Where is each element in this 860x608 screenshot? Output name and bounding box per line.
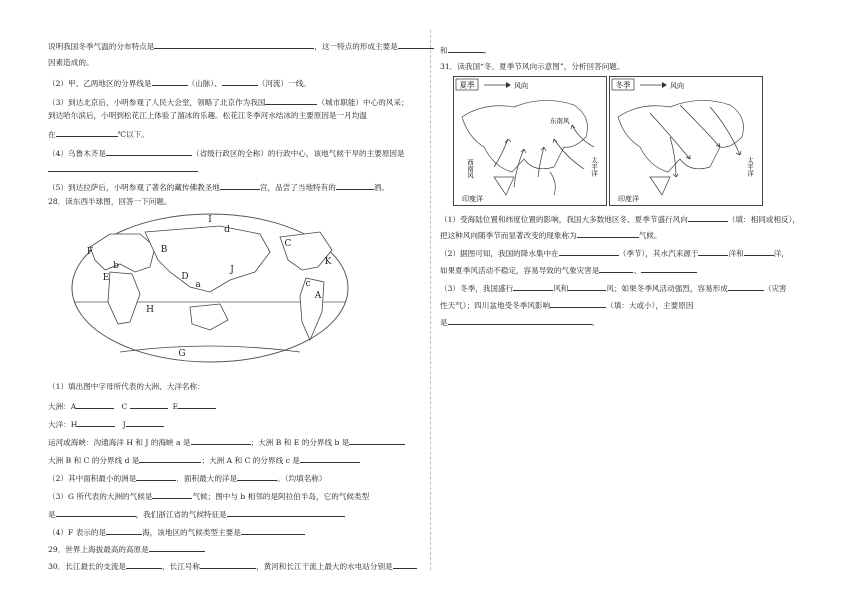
question-28-title (48, 197, 172, 207)
pacific-label: 太平洋 (746, 157, 754, 177)
world-hemisphere-map (70, 212, 350, 364)
text: （3）到达北京后，小明参观了人民大会堂，领略了北京作为我国 (48, 98, 266, 107)
text: （2）其中面积最小的洲是 (48, 474, 137, 483)
answer-blank[interactable] (448, 316, 592, 325)
text: 运河或海峡：沟通海洋 H 和 J 的海峡 a 是 (48, 438, 191, 447)
line-q28-1 (48, 382, 205, 392)
answer-blank[interactable] (136, 472, 176, 481)
question-29 (48, 543, 205, 555)
answer-blank[interactable] (220, 181, 260, 190)
text: （3）G 所代表的大洲的气候是 (48, 492, 153, 501)
map-label-C: C (284, 239, 292, 249)
text: E (172, 402, 179, 411)
line-text (48, 58, 94, 68)
text: 。 (483, 46, 492, 55)
text: 、 (633, 266, 642, 275)
line-q28-oceans (48, 418, 164, 430)
map-label-F: F (86, 247, 94, 257)
text: （填：大或小），主要原因 (606, 301, 694, 310)
indian-ocean-label: 印度洋 (462, 195, 483, 203)
text: ，黄河和长江干流上最大的水电站分别是 (255, 562, 393, 571)
map-label-a: a (195, 280, 201, 290)
xinan-wind-label: 西南风 (466, 159, 474, 179)
text: ；大洲 B 和 E 的分界线 b 是 (250, 438, 350, 447)
summer-monsoon-map (453, 76, 607, 206)
line-q31-1b (440, 229, 661, 241)
text: 。（均填名称） (277, 474, 327, 483)
answer-blank[interactable] (227, 508, 345, 517)
indian-ocean-label: 印度洋 (618, 195, 639, 203)
text: 酒。 (373, 183, 390, 192)
answer-blank[interactable] (349, 436, 405, 445)
map-label-D: D (181, 272, 189, 282)
map-label-G: G (178, 349, 186, 359)
map-label-A: A (314, 291, 322, 301)
text: （城市职能）中心的风采； (317, 98, 409, 107)
line-q28-boundaries (48, 454, 360, 466)
india-peninsula (650, 177, 670, 195)
text: 风和 (553, 284, 569, 293)
india-peninsula (494, 177, 514, 195)
text: 在 (48, 130, 56, 139)
text: 气候；图中与 b 相邻的是阿拉伯半岛，它的气候类型 (192, 492, 370, 501)
answer-blank[interactable] (106, 147, 192, 156)
line-q28-3 (48, 490, 369, 502)
answer-blank[interactable] (149, 543, 205, 552)
text: 气候。 (638, 231, 662, 240)
text: （灾害 (763, 284, 787, 293)
winter-monsoon-map (609, 76, 763, 206)
line-q31-2b (440, 264, 697, 276)
map-label-K: K (324, 257, 332, 267)
dongnan-wind-label: 东南风 (550, 117, 570, 125)
text: （季节），其水汽来源于 (618, 249, 699, 258)
answer-blank[interactable] (300, 454, 360, 463)
text: （河流）一线。 (257, 79, 311, 88)
text: ，我们浙江省的气候特征是 (135, 510, 227, 519)
text: 和 (440, 46, 448, 55)
text: 大洲 B 和 C 的分界线 d 是 (48, 456, 140, 465)
answer-blank[interactable] (77, 418, 115, 427)
map-label-I: I (208, 215, 212, 225)
map-label-b: b (113, 261, 119, 271)
line-q28-4 (48, 526, 305, 538)
wind-legend-label: 风向 (670, 82, 684, 90)
answer-blank[interactable] (641, 264, 697, 273)
answer-blank[interactable] (698, 247, 728, 256)
answer-blank[interactable] (568, 282, 606, 291)
answer-blank[interactable] (336, 181, 374, 190)
text: 洋， (773, 249, 789, 258)
text: 把这种风向随季节而显著改变的现象称为 (440, 231, 577, 240)
text: 性天气）；四川盆地受冬季风影响 (440, 301, 551, 310)
text: ，这一特点的形成主要是 (314, 42, 398, 51)
text: （山脉）、 (187, 79, 222, 88)
text: 29．世界上海拔最高的高原是 (48, 545, 149, 554)
map-label-E: E (102, 273, 110, 283)
line-q30-cont (440, 44, 491, 56)
text: 洋和 (728, 249, 744, 258)
line-q3b (48, 128, 149, 140)
summer-label: 夏季 (459, 80, 475, 90)
answer-blank[interactable] (126, 418, 164, 427)
answer-blank[interactable] (393, 560, 417, 569)
column-divider (430, 30, 431, 570)
text: 大洋：H (48, 420, 78, 429)
text: （2）甲、乙两地区的分界线是 (48, 79, 152, 88)
map-label-d: d (224, 225, 230, 235)
answer-blank[interactable] (126, 560, 162, 569)
line-q2 (48, 77, 311, 89)
answer-blank[interactable] (577, 229, 639, 238)
text: 到达哈尔滨后，小明到松花江上体验了溜冰的乐趣。松花江冬季河水结冰的主要原因是一月均温 (48, 111, 367, 120)
answer-blank[interactable] (241, 526, 305, 535)
summer-map-svg (454, 77, 606, 205)
text: J (122, 420, 126, 429)
line-q3 (48, 96, 409, 108)
pacific-label: 太平洋 (590, 157, 598, 177)
winter-label: 冬季 (615, 80, 631, 90)
text: 30．长江最长的支流是 (48, 562, 127, 571)
answer-blank[interactable] (178, 400, 216, 409)
answer-blank[interactable] (448, 44, 484, 53)
line-q28-straits (48, 436, 405, 448)
text: 海，该地区的气候类型主要是 (142, 528, 241, 537)
answer-blank[interactable] (744, 247, 774, 256)
line-text (48, 111, 367, 121)
text: ；大洲 A 和 C 的分界线 c 是 (201, 456, 300, 465)
line-q28-continents (48, 400, 216, 412)
text: 28．读东西半球图，回答一下问题。 (48, 197, 172, 206)
answer-blank[interactable] (130, 400, 168, 409)
text: C (121, 402, 128, 411)
winter-map-svg (610, 77, 762, 205)
answer-blank[interactable] (398, 40, 434, 49)
answer-blank[interactable] (106, 526, 142, 535)
text: 31．读我国“冬、夏季节风向示意图”，分析回答问题。 (440, 62, 625, 71)
answer-blank[interactable] (191, 436, 251, 445)
text: 宫，品尝了当地特有的 (259, 183, 336, 192)
text: （4）F 表示的是 (48, 528, 107, 537)
text: （1）受海陆位置和纬度位置的影响，我国大多数地区冬、夏季节盛行风向 (440, 215, 688, 224)
text: 大洲：A (48, 402, 77, 411)
line-q31-3 (440, 282, 787, 294)
china-landmass (462, 100, 588, 172)
text: （填：相同或相反）， (727, 215, 800, 224)
answer-blank[interactable] (513, 282, 553, 291)
text: 是 (48, 510, 56, 519)
answer-blank[interactable] (559, 247, 619, 256)
line-q4b (48, 163, 198, 175)
text: ，长江号称 (162, 562, 200, 571)
text: ℃以下。 (117, 130, 149, 139)
wind-legend-label: 风向 (514, 82, 528, 90)
answer-blank[interactable] (154, 40, 314, 49)
line-q5 (48, 181, 389, 193)
text: 如果夏季风活动不稳定，容易导致的气象灾害是 (440, 266, 600, 275)
text: （3）冬季，我国盛行 (440, 284, 514, 293)
text: 说明我国冬季气温的分布特点是 (48, 42, 155, 51)
answer-blank[interactable] (48, 163, 198, 172)
map-label-H: H (146, 305, 154, 315)
answer-blank[interactable] (222, 77, 258, 86)
answer-blank[interactable] (139, 454, 201, 463)
answer-blank[interactable] (237, 472, 277, 481)
line-q31-1 (440, 213, 800, 225)
world-map-svg (70, 212, 350, 364)
text: （省级行政区的全称）的行政中心，该地气候干旱的主要原因是 (192, 149, 405, 158)
answer-blank[interactable] (728, 282, 764, 291)
answer-blank[interactable] (152, 77, 188, 86)
text: （5）到达拉萨后，小明参观了著名的藏传佛教圣地 (48, 183, 220, 192)
answer-blank[interactable] (200, 560, 256, 569)
answer-blank[interactable] (265, 96, 317, 105)
text: （1）填出图中字母所代表的大洲、大洋名称： (48, 382, 205, 391)
line-q28-3b (48, 508, 345, 520)
text: 风；如果冬季风活动强烈，容易形成 (606, 284, 728, 293)
answer-blank[interactable] (56, 128, 118, 137)
map-label-J: J (230, 265, 234, 275)
text: （4）乌鲁木齐是 (48, 149, 106, 158)
question-30 (48, 560, 417, 572)
map-label-B: B (160, 245, 168, 255)
answer-blank[interactable] (688, 213, 728, 222)
text: 。 (591, 318, 600, 327)
text: ．面积最大的洋是 (176, 474, 238, 483)
line-q28-2 (48, 472, 326, 484)
line-q31-3c (440, 316, 599, 328)
line-q4 (48, 147, 405, 159)
question-31-title (440, 62, 625, 72)
answer-blank[interactable] (76, 400, 114, 409)
line-q31-3b (440, 299, 693, 311)
answer-blank[interactable] (599, 264, 633, 273)
answer-blank[interactable] (56, 508, 136, 517)
china-landmass (618, 100, 744, 172)
line-q-temperature (48, 40, 434, 52)
text: （2）据图可知，我国的降水集中在 (440, 249, 559, 258)
text: 因素造成的。 (48, 58, 94, 67)
answer-blank[interactable] (550, 299, 606, 308)
text: 是 (440, 318, 448, 327)
map-label-c: c (305, 279, 311, 289)
line-q31-2 (440, 247, 789, 259)
answer-blank[interactable] (152, 490, 192, 499)
